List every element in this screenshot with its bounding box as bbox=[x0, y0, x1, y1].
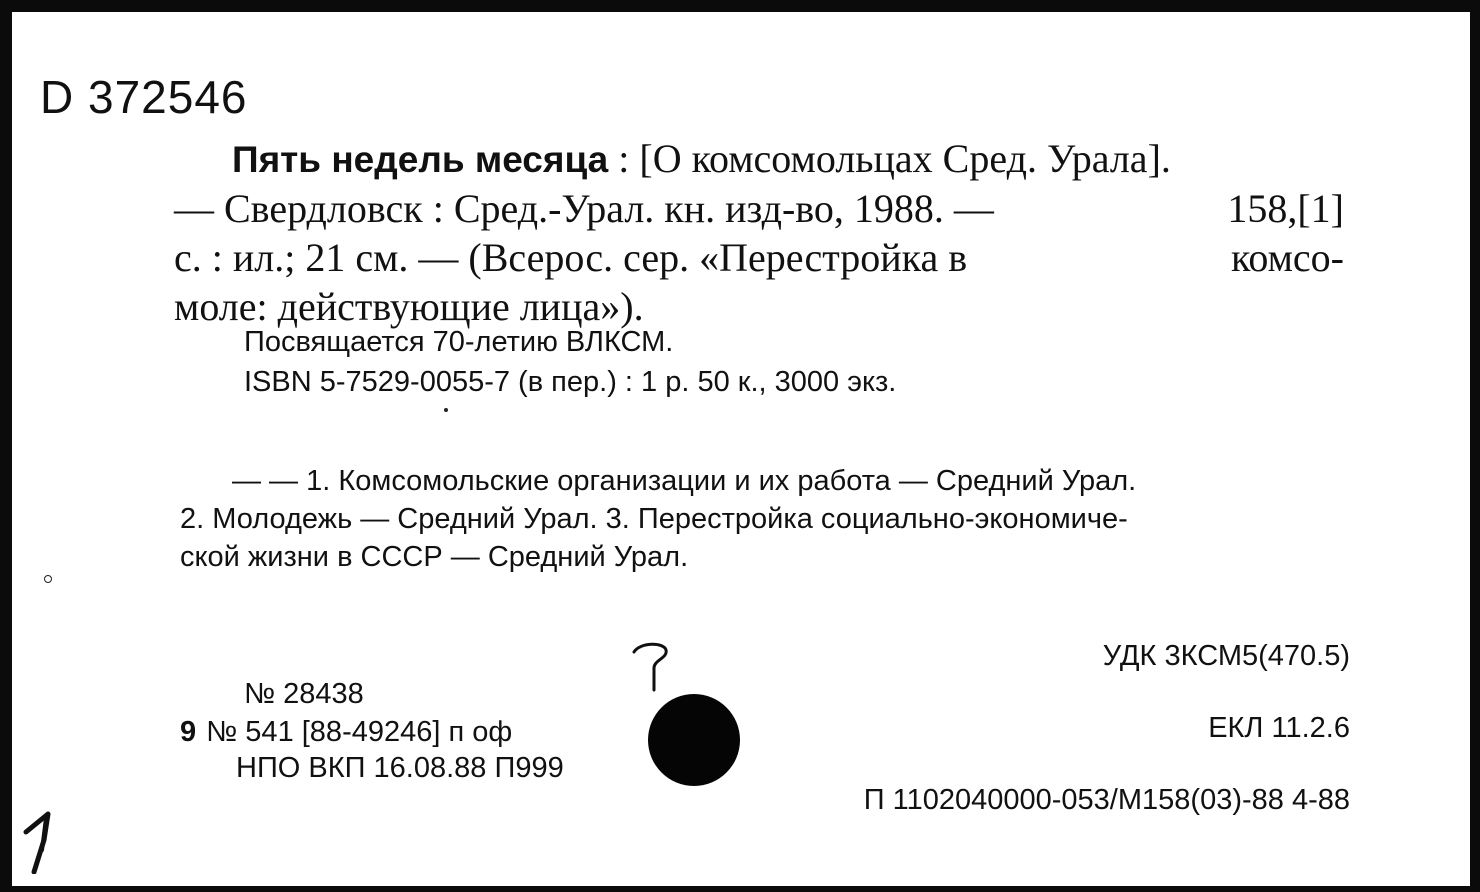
entry-publisher: — Свердловск : Сред.-Урал. кн. изд-во, 1988. — bbox=[174, 186, 994, 231]
card-border-top bbox=[0, 0, 1480, 12]
punch-hole bbox=[646, 692, 742, 788]
subject-headings bbox=[180, 462, 1340, 576]
isbn-note: ISBN 5-7529-0055-7 (в пер.) : 1 р. 50 к., 3000 экз. bbox=[244, 366, 897, 398]
book-title: Пять недель месяца bbox=[232, 139, 609, 180]
entry-line-2 bbox=[174, 184, 1344, 233]
bibliographic-entry bbox=[174, 134, 1344, 331]
handwritten-one-icon bbox=[20, 810, 60, 874]
card-border-left bbox=[0, 0, 12, 892]
entry-pages: 158,[1] bbox=[1227, 186, 1344, 231]
ink-speck bbox=[444, 408, 448, 412]
order-prefix: 9 bbox=[180, 716, 197, 748]
entry-title-group bbox=[174, 134, 1171, 184]
accession-number: № 28438 bbox=[244, 678, 364, 710]
subject-line-3 bbox=[180, 538, 1340, 576]
entry-physical: с. : ил.; 21 см. — (Всерос. сер. «Перестройка в bbox=[174, 235, 968, 280]
udk-code: УДК 3КСМ5(470.5) bbox=[1102, 640, 1350, 672]
dedication-note: Посвящается 70-летию ВЛКСМ. bbox=[244, 326, 674, 358]
entry-line-3 bbox=[174, 233, 1344, 282]
order-line bbox=[180, 716, 512, 749]
entry-series-cont: комсо- bbox=[1230, 235, 1344, 280]
card-border-right bbox=[1470, 0, 1480, 892]
subject-text-1: — — 1. Комсомольские организации и их работа — Средний Урал. bbox=[232, 465, 1137, 497]
order-details: № 541 [88-49246] п оф bbox=[206, 716, 513, 748]
subject-text-2: 2. Молодежь — Средний Урал. 3. Перестройка социально-экономиче- bbox=[180, 503, 1128, 535]
publisher-code: П 1102040000-053/М158(03)-88 4-88 bbox=[863, 784, 1350, 816]
ekl-code: ЕКЛ 11.2.6 bbox=[1208, 712, 1350, 744]
subject-line-2 bbox=[180, 500, 1340, 538]
printer-line: НПО ВКП 16.08.88 П999 bbox=[236, 752, 564, 784]
call-number: D 372546 bbox=[40, 71, 248, 123]
ink-ring-speck bbox=[44, 575, 52, 583]
entry-line-1 bbox=[174, 134, 1344, 184]
entry-subtitle: : [О комсомольцах Сред. Урала]. bbox=[618, 136, 1171, 181]
notes-block bbox=[244, 322, 896, 402]
entry-series-end: моле: действующие лица»). bbox=[174, 284, 644, 329]
subject-line-1 bbox=[180, 462, 1340, 500]
subject-text-3: ской жизни в СССР — Средний Урал. bbox=[180, 541, 689, 573]
card-border-bottom bbox=[0, 886, 1480, 892]
handwritten-question-mark-icon bbox=[620, 638, 680, 692]
